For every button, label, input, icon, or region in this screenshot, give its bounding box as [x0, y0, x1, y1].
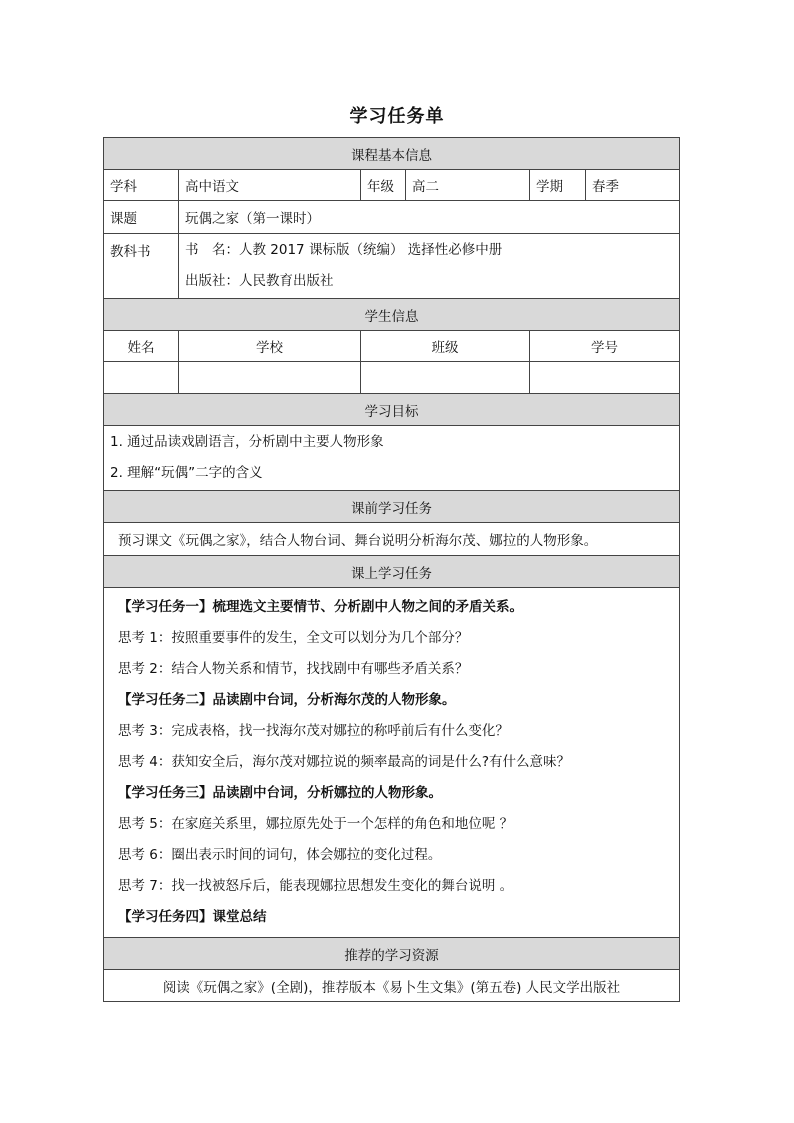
- recommended-resource: 阅读《玩偶之家》(全剧)，推荐版本《易卜生文集》(第五卷) 人民文学出版社: [104, 970, 680, 1002]
- student-id-col: 学号: [530, 331, 680, 362]
- page-title: 学习任务单: [349, 106, 445, 127]
- think-question: 思考 1：按照重要事件的发生，全文可以划分为几个部分？: [118, 630, 469, 646]
- in-class-task-list: [104, 588, 680, 938]
- subject-label: 学科: [104, 170, 179, 201]
- student-school-col: 学校: [179, 331, 361, 362]
- student-class-field[interactable]: [361, 362, 530, 394]
- task-heading: 【学习任务二】品读剧中台词，分析海尔茂的人物形象。: [118, 692, 456, 708]
- student-school-field[interactable]: [179, 362, 361, 394]
- textbook-label: 教科书: [104, 234, 179, 299]
- topic-value: 玩偶之家（第一课时）: [179, 201, 680, 234]
- grade-value: 高二: [406, 170, 530, 201]
- task-heading: 【学习任务四】课堂总结: [118, 909, 267, 925]
- objective-item: 2. 理解“玩偶”二字的含义: [110, 465, 263, 481]
- think-question: 思考 5：在家庭关系里，娜拉原先处于一个怎样的角色和地位呢 ？: [118, 816, 514, 832]
- textbook-name: 书 名：人教 2017 课标版（统编） 选择性必修中册: [185, 242, 503, 258]
- grade-label: 年级: [361, 170, 406, 201]
- think-question: 思考 6：圈出表示时间的词句，体会娜拉的变化过程。: [118, 847, 442, 863]
- think-question: 思考 4：获知安全后，海尔茂对娜拉说的频率最高的词是什么?有什么意味？: [118, 754, 571, 770]
- in-class-header: 课上学习任务: [104, 556, 680, 588]
- think-question: 思考 7：找一找被怒斥后，能表现娜拉思想发生变化的舞台说明 。: [118, 878, 514, 894]
- think-question: 思考 2：结合人物关系和情节，找找剧中有哪些矛盾关系？: [118, 661, 469, 677]
- task-sheet-table: [103, 137, 680, 1002]
- task-heading: 【学习任务三】品读剧中台词，分析娜拉的人物形象。: [118, 785, 442, 801]
- student-name-field[interactable]: [104, 362, 179, 394]
- term-label: 学期: [530, 170, 586, 201]
- student-name-col: 姓名: [104, 331, 179, 362]
- pre-class-task: 预习课文《玩偶之家》，结合人物台词、舞台说明分析海尔茂、娜拉的人物形象。: [104, 523, 680, 556]
- think-question: 思考 3：完成表格，找一找海尔茂对娜拉的称呼前后有什么变化？: [118, 723, 509, 739]
- textbook-publisher: 出版社：人民教育出版社: [185, 273, 334, 289]
- objectives-header: 学习目标: [104, 394, 680, 426]
- task-heading: 【学习任务一】梳理选文主要情节、分析剧中人物之间的矛盾关系。: [118, 599, 523, 615]
- student-class-col: 班级: [361, 331, 530, 362]
- pre-class-header: 课前学习任务: [104, 491, 680, 523]
- topic-label: 课题: [104, 201, 179, 234]
- resources-header: 推荐的学习资源: [104, 938, 680, 970]
- course-info-header: 课程基本信息: [104, 138, 680, 170]
- subject-value: 高中语文: [179, 170, 361, 201]
- objective-item: 1. 通过品读戏剧语言，分析剧中主要人物形象: [110, 434, 384, 450]
- student-id-field[interactable]: [530, 362, 680, 394]
- student-info-header: 学生信息: [104, 299, 680, 331]
- term-value: 春季: [586, 170, 680, 201]
